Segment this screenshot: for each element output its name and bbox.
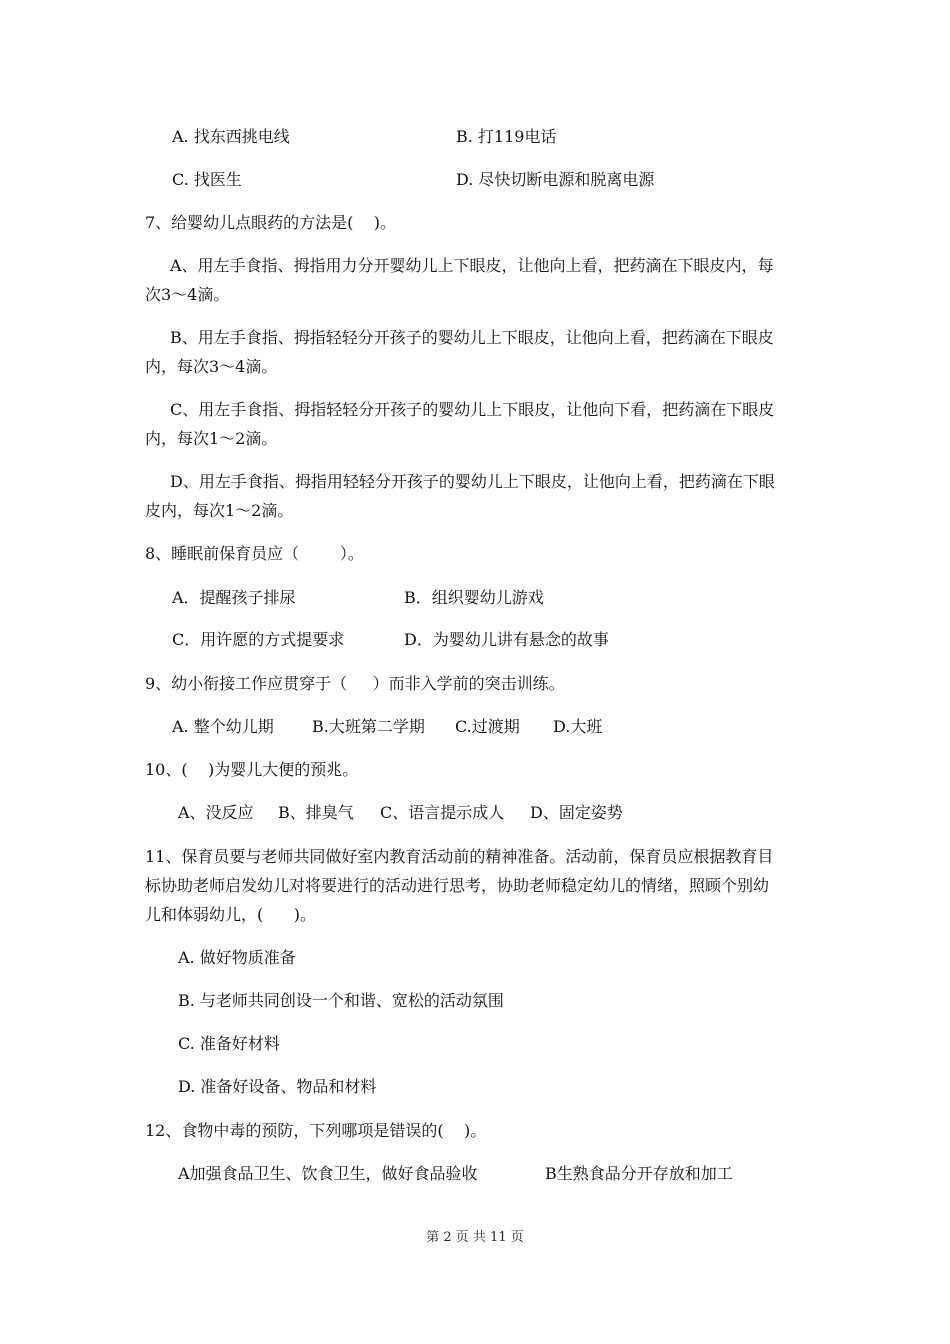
q10-option-c: C、语言提示成人: [380, 803, 505, 822]
q7-stem: 7、给婴幼儿点眼药的方法是( )。: [145, 213, 397, 232]
q12-option-a: A加强食品卫生、饮食卫生，做好食品验收: [178, 1164, 478, 1183]
q11-stem-line1: 11、保育员要与老师共同做好室内教育活动前的精神准备。活动前，保育员应根据教育目: [145, 847, 774, 866]
q8-option-d: D．为婴幼儿讲有悬念的故事: [404, 630, 609, 649]
q7-option-d-line2: 皮内，每次1～2滴。: [145, 501, 294, 520]
q6-option-b: B. 打119电话: [456, 127, 557, 146]
q7-option-c-line1: C、用左手食指、拇指轻轻分开孩子的婴幼儿上下眼皮，让他向下看，把药滴在下眼皮: [170, 400, 775, 419]
q7-option-d-line1: D、用左手食指、拇指用轻轻分开孩子的婴幼儿上下眼皮，让他向上看，把药滴在下眼: [170, 472, 775, 491]
q6-option-a: A. 找东西挑电线: [172, 127, 290, 146]
q11-stem-line2: 标协助老师启发幼儿对将要进行的活动进行思考，协助老师稳定幼儿的情绪，照顾个别幼: [145, 876, 770, 895]
q9-stem: 9、幼小衔接工作应贯穿于（ ）而非入学前的突击训练。: [145, 674, 565, 693]
q11-option-c: C. 准备好材料: [178, 1034, 280, 1053]
q7-option-a-line1: A、用左手食指、拇指用力分开婴幼儿上下眼皮，让他向上看，把药滴在下眼皮内，每: [170, 256, 774, 275]
q7-option-c-line2: 内，每次1～2滴。: [145, 429, 278, 448]
q11-option-d: D. 准备好设备、物品和材料: [178, 1077, 377, 1096]
q10-stem: 10、( )为婴儿大便的预兆。: [145, 760, 359, 779]
q8-option-a: A．提醒孩子排尿: [172, 588, 296, 607]
q9-option-a: A. 整个幼儿期: [172, 717, 274, 736]
q12-stem: 12、食物中毒的预防，下列哪项是错误的( )。: [145, 1121, 487, 1140]
q10-option-d: D、固定姿势: [530, 803, 623, 822]
q10-option-a: A、没反应: [178, 803, 254, 822]
q7-option-b-line2: 内，每次3～4滴。: [145, 357, 278, 376]
page-number-footer: 第 2 页 共 11 页: [426, 1230, 524, 1245]
q8-option-c: C．用许愿的方式提要求: [172, 630, 345, 649]
q8-option-b: B．组织婴幼儿游戏: [404, 588, 544, 607]
q7-option-a-line2: 次3～4滴。: [145, 285, 230, 304]
q11-option-a: A. 做好物质准备: [178, 948, 296, 967]
q8-stem: 8、睡眠前保育员应（ ）。: [145, 544, 364, 563]
q11-stem-line3: 儿和体弱幼儿，( )。: [145, 905, 317, 924]
q6-option-c: C. 找医生: [172, 170, 242, 189]
q7-option-b-line1: B、用左手食指、拇指轻轻分开孩子的婴幼儿上下眼皮，让他向上看，把药滴在下眼皮: [170, 328, 774, 347]
q11-option-b: B. 与老师共同创设一个和谐、宽松的活动氛围: [178, 991, 504, 1010]
q6-option-d: D. 尽快切断电源和脱离电源: [456, 170, 655, 189]
q9-option-b: B.大班第二学期: [312, 717, 425, 736]
q10-option-b: B、排臭气: [278, 803, 354, 822]
q12-option-b: B生熟食品分开存放和加工: [545, 1164, 733, 1183]
q9-option-d: D.大班: [553, 717, 603, 736]
q9-option-c: C.过渡期: [455, 717, 520, 736]
